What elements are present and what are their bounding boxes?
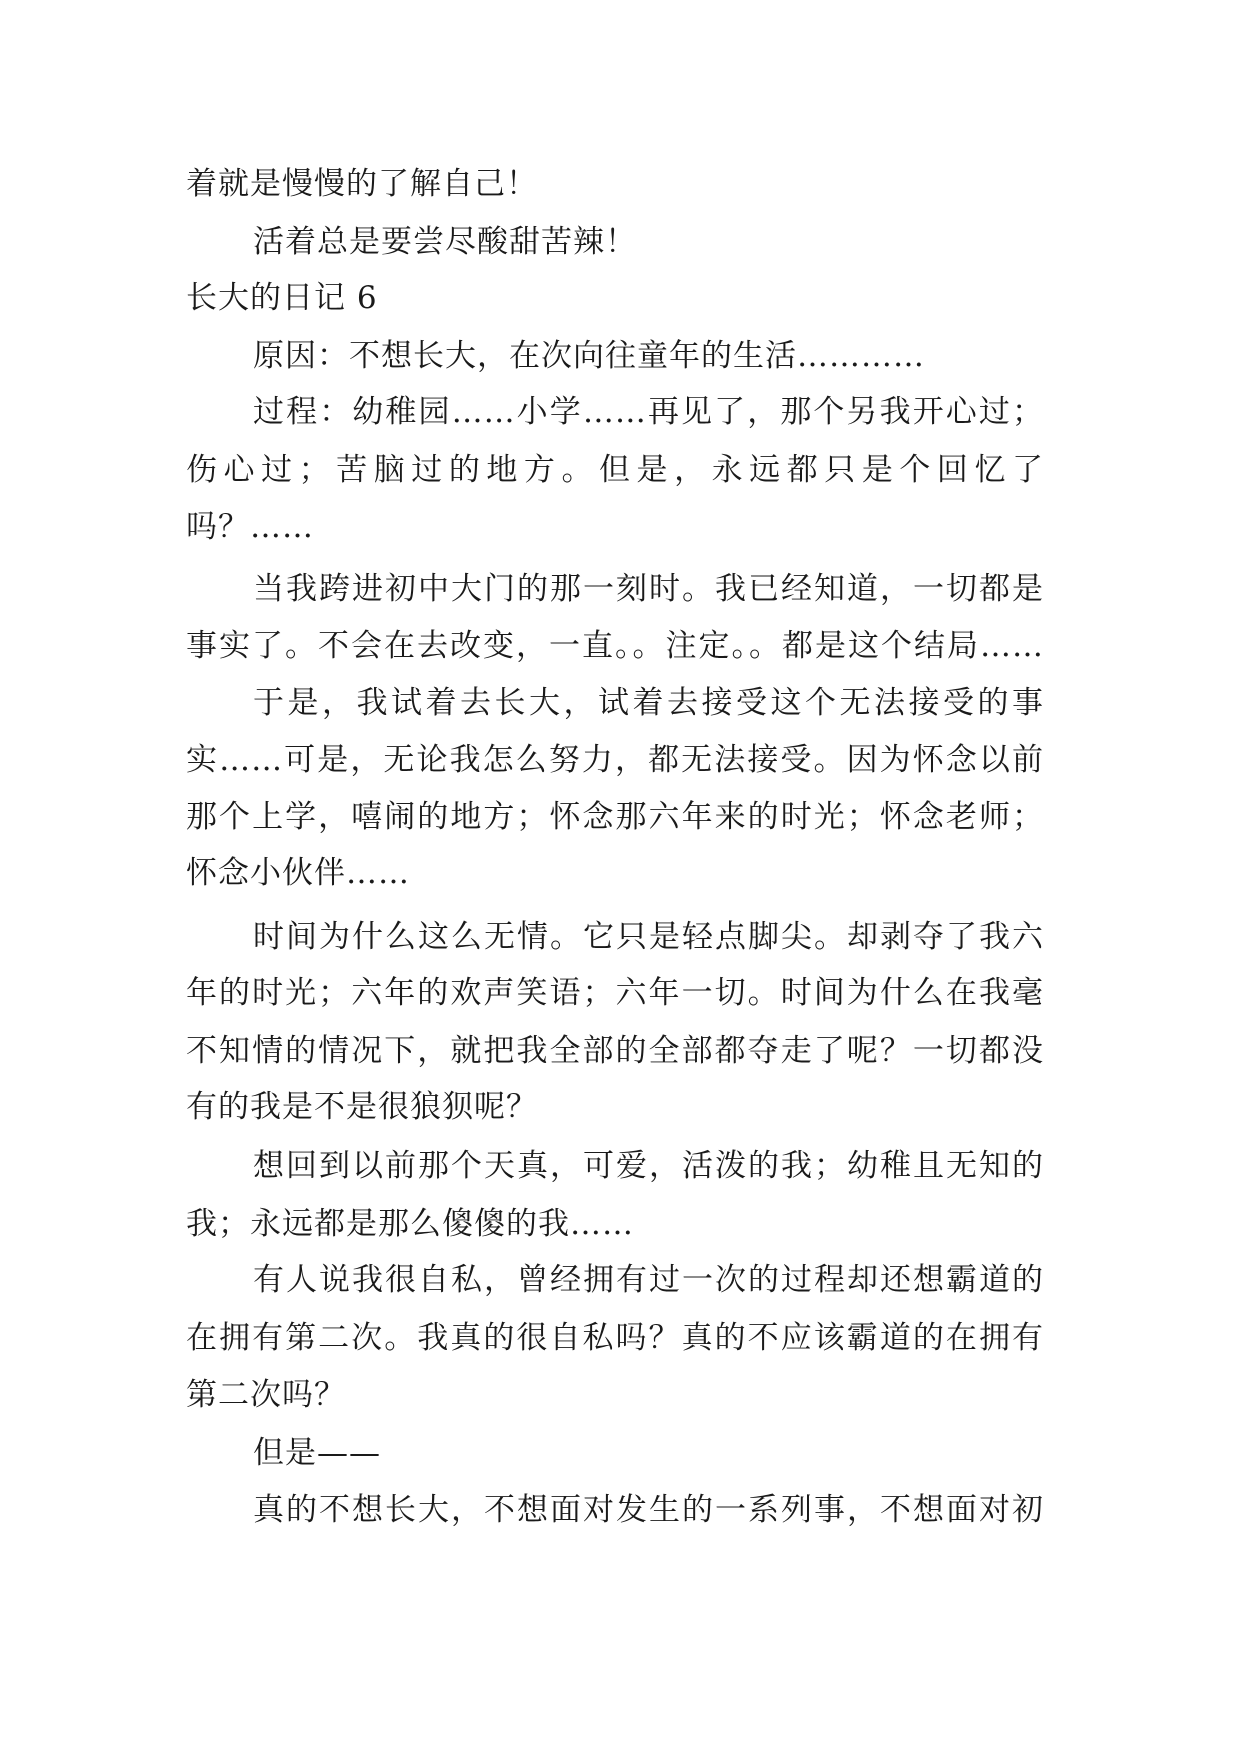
text-line: 原因：不想长大，在次向往童年的生活………… <box>253 338 925 374</box>
text-line: 有的我是不是很狼狈呢？ <box>186 1089 538 1125</box>
text-line: 实……可是，无论我怎么努力，都无法接受。因为怀念以前 <box>186 742 1044 778</box>
text-line: 吗？…… <box>186 509 314 545</box>
text-line: 年的时光；六年的欢声笑语；六年一切。时间为什么在我毫 <box>186 975 1044 1011</box>
text-line: 但是—— <box>253 1435 381 1471</box>
text-line: 着就是慢慢的了解自己！ <box>186 166 538 202</box>
text-line: 活着总是要尝尽酸甜苦辣！ <box>253 224 637 260</box>
text-line: 过程：幼稚园……小学……再见了，那个另我开心过； <box>253 394 1044 430</box>
text-line: 第二次吗？ <box>186 1377 346 1413</box>
text-line: 于是，我试着去长大，试着去接受这个无法接受的事 <box>253 685 1044 721</box>
text-line: 事实了。不会在去改变，一直。。注定。。都是这个结局…… <box>186 628 1044 664</box>
section-heading: 长大的日记 6 <box>186 280 378 316</box>
text-line: 在拥有第二次。我真的很自私吗？真的不应该霸道的在拥有 <box>186 1320 1044 1356</box>
text-line: 伤心过；苦脑过的地方。但是，永远都只是个回忆了 <box>186 452 1044 488</box>
text-line: 想回到以前那个天真，可爱，活泼的我；幼稚且无知的 <box>253 1148 1044 1184</box>
text-line: 那个上学，嘻闹的地方；怀念那六年来的时光；怀念老师； <box>186 799 1044 835</box>
text-line: 真的不想长大，不想面对发生的一系列事，不想面对初 <box>253 1492 1044 1528</box>
text-line: 我；永远都是那么傻傻的我…… <box>186 1206 634 1242</box>
text-line: 当我跨进初中大门的那一刻时。我已经知道，一切都是 <box>253 571 1044 607</box>
text-line: 不知情的情况下，就把我全部的全部都夺走了呢？一切都没 <box>186 1033 1044 1069</box>
text-line: 时间为什么这么无情。它只是轻点脚尖。却剥夺了我六 <box>253 919 1044 955</box>
text-line: 怀念小伙伴…… <box>186 855 410 891</box>
text-line: 有人说我很自私，曾经拥有过一次的过程却还想霸道的 <box>253 1262 1044 1298</box>
